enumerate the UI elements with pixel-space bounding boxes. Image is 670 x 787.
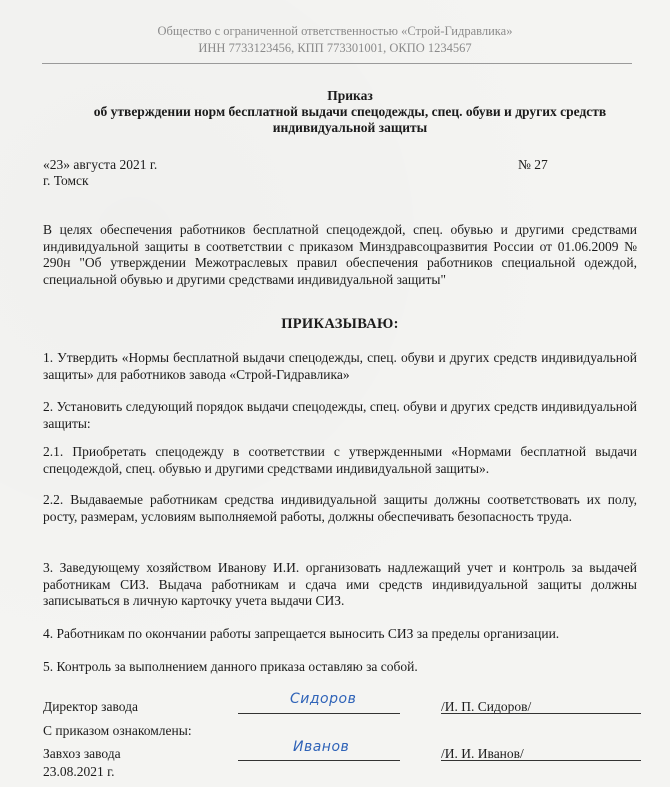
order-item-4: 4. Работникам по окончании работы запрещается выносить СИЗ за пределы организации. [43,626,560,641]
storekeeper-signature-line [238,760,400,761]
order-item-2: 2. Установить следующий порядок выдачи спецодежды, спец. обуви и других средств индивидуальной защиты: [43,399,637,431]
director-name-line [441,713,641,714]
director-signature-row [43,691,643,717]
preamble-paragraph: В целях обеспечения работников бесплатной спецодеждой, спец. обувью и другими средствами индивидуальной защиты в соответствии с приказом Минздравсоцразвития России от 01.06.2009 № 290н "Об утверждении Межотраслевых правил обеспечения работников специальной одеждой, специальной обувью и другими средствами индивидуальной защиты" [43,222,637,287]
storekeeper-date-row [43,764,643,782]
title-line-3: индивидуальной защиты [272,120,428,135]
director-name: /И. П. Сидоров/ [441,699,532,714]
storekeeper-name-line [441,760,641,761]
storekeeper-label: Завхоз завода [43,746,121,761]
acquainted-label: С приказом ознакомлены: [43,723,192,738]
storekeeper-name: /И. И. Иванов/ [441,746,524,761]
title-line-1: Приказ [327,88,373,103]
storekeeper-signature-row [43,739,643,764]
director-signature-line [238,713,400,714]
storekeeper-signature: Иванов [293,739,350,755]
order-item-2-1: 2.1. Приобретать спецодежду в соответствии с утвержденными «Нормами бесплатной выдачи спецодеждой, спец. обувью и другими средствами индивидуальной защиты». [43,444,637,476]
director-signature: Сидоров [290,691,357,707]
order-item-2-2: 2.2. Выдаваемые работникам средства индивидуальной защиты должны соответствовать их полу, росту, размерам, условиям выполняемой работы, должны обеспечивать безопасность труда. [43,492,637,524]
order-number: № 27 [518,157,548,172]
letterhead [0,23,670,57]
company-name: Общество с ограниченной ответственностью «Строй-Гидравлика» [157,24,513,38]
order-item-3: 3. Заведующему хозяйством Иванову И.И. организовать надлежащий учет и контроль за выдачей работникам СИЗ. Выдача работникам и сдача ими средств индивидуальной защиты должны записываться в личную карточку учета выдачи СИЗ. [43,560,637,608]
order-date: «23» августа 2021 г. [43,157,158,172]
company-codes: ИНН 7733123456, КПП 773301001, ОКПО 1234567 [198,41,472,55]
order-title [60,88,640,136]
letterhead-divider [42,63,632,64]
order-city: г. Томск [43,173,89,188]
title-line-2: об утверждении норм бесплатной выдачи спецодежды, спец. обуви и других средств [93,104,607,119]
director-label: Директор завода [43,699,138,714]
order-item-1: 1. Утвердить «Нормы бесплатной выдачи спецодежды, спец. обуви и других средств индивидуальной защиты» для работников завода «Строй-Гидравлика» [43,350,637,382]
order-item-5: 5. Контроль за выполнением данного приказа оставляю за собой. [43,659,418,674]
storekeeper-date: 23.08.2021 г. [43,764,115,779]
order-heading: ПРИКАЗЫВАЮ: [281,316,399,332]
